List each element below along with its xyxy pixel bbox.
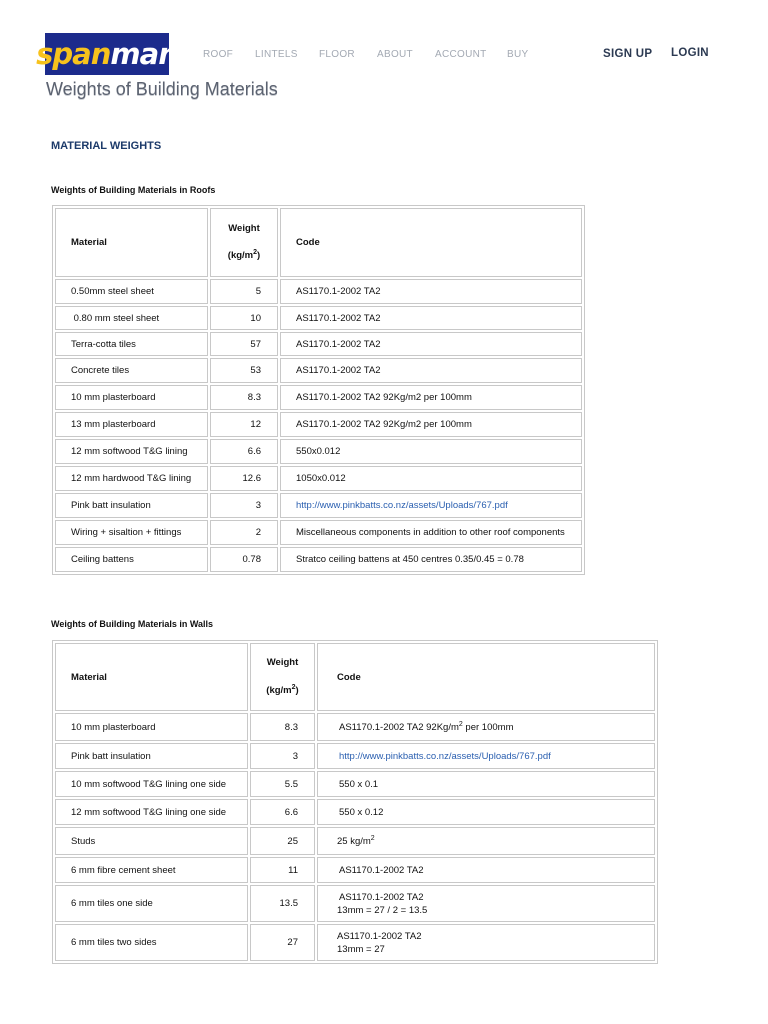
col-header-weight bbox=[210, 208, 278, 277]
table-row bbox=[55, 771, 655, 797]
cell-material: Concrete tiles bbox=[55, 358, 208, 383]
cell-material: 0.50mm steel sheet bbox=[55, 279, 208, 304]
col-header-code: Code bbox=[280, 208, 582, 277]
table-row bbox=[55, 547, 582, 572]
cell-weight: 3 bbox=[210, 493, 278, 518]
cell-code: 1050x0.012 bbox=[280, 466, 582, 491]
table-row bbox=[55, 279, 582, 304]
pinkbatts-link[interactable]: http://www.pinkbatts.co.nz/assets/Uploads/767.pdf bbox=[339, 750, 551, 762]
cell-weight: 8.3 bbox=[250, 713, 315, 741]
cell-code: 25 $kg/m^2$ bbox=[317, 827, 655, 855]
spanman-logo[interactable] bbox=[36, 33, 178, 75]
cell-code: 550x0.012 bbox=[280, 439, 582, 464]
cell-code: AS1170.1-2002 TA2 13mm = 27 / 2 = 13.5 bbox=[317, 885, 655, 922]
logo-text-man: man bbox=[110, 37, 178, 71]
cell-material: 13 mm plasterboard bbox=[55, 412, 208, 437]
cell-code: AS1170.1-2002 TA2 bbox=[280, 306, 582, 330]
roofs-table bbox=[52, 205, 585, 575]
table-row bbox=[55, 385, 582, 410]
nav-roof[interactable]: ROOF bbox=[203, 49, 234, 60]
table-row bbox=[55, 439, 582, 464]
section-title: MATERIAL WEIGHTS bbox=[51, 140, 162, 152]
page-title: Weights of Building Materials bbox=[46, 79, 278, 99]
cell-code: AS1170.1-2002 TA2 13mm = 27 bbox=[317, 924, 655, 961]
roofs-table-caption: Weights of Building Materials in Roofs bbox=[51, 185, 216, 195]
cell-weight: 3 bbox=[250, 743, 315, 769]
cell-code: Stratco ceiling battens at 450 centres 0.35/0.45 = 0.78 bbox=[280, 547, 582, 572]
cell-material: Terra-cotta tiles bbox=[55, 332, 208, 356]
nav-account[interactable]: ACCOUNT bbox=[435, 49, 487, 60]
nav-about[interactable]: ABOUT bbox=[377, 49, 413, 60]
walls-table-caption: Weights of Building Materials in Walls bbox=[51, 619, 214, 629]
cell-weight: 5.5 bbox=[250, 771, 315, 797]
cell-weight: 2 bbox=[210, 520, 278, 545]
cell-material: 12 mm softwood T&G lining bbox=[55, 439, 208, 464]
table-row bbox=[55, 520, 582, 545]
weight-unit: $(kg/m^2)$ bbox=[266, 683, 299, 696]
col-header-code: Code bbox=[317, 643, 655, 711]
col-header-material: Material bbox=[55, 208, 208, 277]
cell-weight: 0.78 bbox=[210, 547, 278, 572]
cell-weight: 13.5 bbox=[250, 885, 315, 922]
table-row bbox=[55, 332, 582, 356]
table-row bbox=[55, 743, 655, 769]
table-row bbox=[55, 713, 655, 741]
login-link[interactable]: LOGIN bbox=[671, 47, 709, 59]
cell-weight: 6.6 bbox=[210, 439, 278, 464]
pinkbatts-link[interactable]: http://www.pinkbatts.co.nz/assets/Uploads/767.pdf bbox=[296, 500, 508, 511]
cell-weight: 53 bbox=[210, 358, 278, 383]
cell-weight: 5 bbox=[210, 279, 278, 304]
weight-unit: $(kg/m^2)$ bbox=[227, 248, 261, 262]
table-row bbox=[55, 924, 655, 961]
logo-text-span: span bbox=[36, 37, 111, 71]
nav-buy[interactable]: BUY bbox=[507, 49, 529, 60]
cell-material: Wiring + sisaltion + fittings bbox=[55, 520, 208, 545]
cell-material: 6 mm tiles one side bbox=[55, 885, 248, 922]
cell-material: Studs bbox=[55, 827, 248, 855]
cell-material: Pink batt insulation bbox=[55, 743, 248, 769]
cell-code: AS1170.1-2002 TA2 92Kg/m2 per 100mm bbox=[280, 412, 582, 437]
table-row bbox=[55, 799, 655, 825]
weight-label: Weight bbox=[228, 222, 260, 234]
nav-floor[interactable]: FLOOR bbox=[319, 49, 355, 60]
cell-material: 0.80 mm steel sheet bbox=[55, 306, 208, 330]
cell-code: Miscellaneous components in addition to other roof components bbox=[280, 520, 582, 545]
cell-code bbox=[280, 493, 582, 518]
roofs-header-row bbox=[55, 208, 582, 277]
nav-lintels[interactable]: LINTELS bbox=[255, 49, 298, 60]
table-row bbox=[55, 358, 582, 383]
table-row bbox=[55, 466, 582, 491]
cell-material: 10 mm plasterboard bbox=[55, 385, 208, 410]
cell-code: AS1170.1-2002 TA2 bbox=[280, 358, 582, 383]
cell-code bbox=[317, 743, 655, 769]
cell-code: AS1170.1-2002 TA2 bbox=[280, 279, 582, 304]
cell-weight: 12 bbox=[210, 412, 278, 437]
cell-code: AS1170.1-2002 TA2 $92Kg/m^2$ per 100mm bbox=[317, 713, 655, 741]
walls-header-row bbox=[55, 643, 655, 711]
cell-material: Ceiling battens bbox=[55, 547, 208, 572]
table-row bbox=[55, 885, 655, 922]
weight-label: Weight bbox=[266, 657, 299, 669]
table-row bbox=[55, 857, 655, 883]
cell-code: 550 x 0.12 bbox=[317, 799, 655, 825]
cell-material: Pink batt insulation bbox=[55, 493, 208, 518]
cell-weight: 12.6 bbox=[210, 466, 278, 491]
table-row bbox=[55, 827, 655, 855]
col-header-weight bbox=[250, 643, 315, 711]
cell-weight: 10 bbox=[210, 306, 278, 330]
cell-weight: 27 bbox=[250, 924, 315, 961]
cell-code: 550 x 0.1 bbox=[317, 771, 655, 797]
cell-material: 10 mm plasterboard bbox=[55, 713, 248, 741]
cell-weight: 11 bbox=[250, 857, 315, 883]
cell-material: 6 mm fibre cement sheet bbox=[55, 857, 248, 883]
cell-weight: 8.3 bbox=[210, 385, 278, 410]
cell-material: 12 mm hardwood T&G lining bbox=[55, 466, 208, 491]
walls-table bbox=[52, 640, 658, 964]
cell-code: AS1170.1-2002 TA2 bbox=[280, 332, 582, 356]
cell-material: 12 mm softwood T&G lining one side bbox=[55, 799, 248, 825]
cell-weight: 6.6 bbox=[250, 799, 315, 825]
table-row bbox=[55, 493, 582, 518]
table-row bbox=[55, 306, 582, 330]
signup-link[interactable]: SIGN UP bbox=[603, 48, 653, 60]
cell-code: AS1170.1-2002 TA2 92Kg/m2 per 100mm bbox=[280, 385, 582, 410]
cell-material: 6 mm tiles two sides bbox=[55, 924, 248, 961]
cell-weight: 25 bbox=[250, 827, 315, 855]
cell-weight: 57 bbox=[210, 332, 278, 356]
cell-code: AS1170.1-2002 TA2 bbox=[317, 857, 655, 883]
table-row bbox=[55, 412, 582, 437]
cell-material: 10 mm softwood T&G lining one side bbox=[55, 771, 248, 797]
col-header-material: Material bbox=[55, 643, 248, 711]
